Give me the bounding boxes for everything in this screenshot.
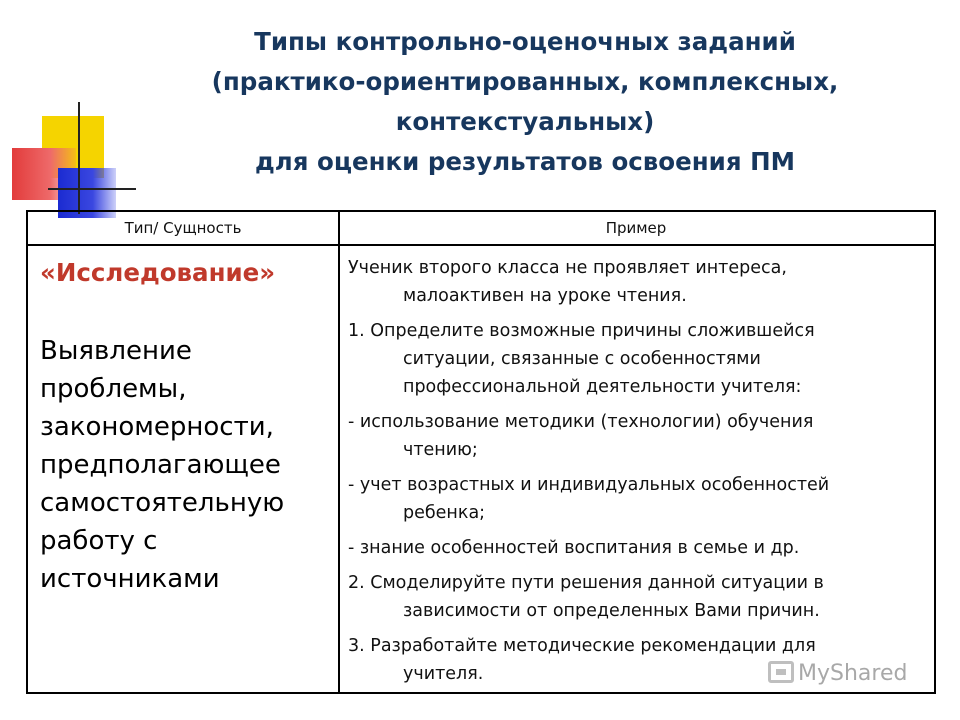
example-line: учителя. xyxy=(403,664,484,684)
description-line: закономерности, xyxy=(40,412,274,442)
example-paragraph xyxy=(348,408,928,464)
description-line: источниками xyxy=(40,564,220,594)
type-heading: «Исследование» xyxy=(40,258,276,287)
description-line: предполагающее xyxy=(40,450,281,480)
example-cell xyxy=(348,254,928,695)
example-line: 3. Разработайте методические рекомендации для xyxy=(348,636,816,656)
example-paragraph xyxy=(348,317,928,401)
watermark xyxy=(768,658,928,690)
description-line: Выявление xyxy=(40,336,192,366)
example-line: чтению; xyxy=(403,440,478,460)
title-line: для оценки результатов освоения ПМ xyxy=(255,147,795,176)
example-paragraph xyxy=(348,569,928,625)
example-line: - использование методики (технологии) обучения xyxy=(348,412,814,432)
description-line: проблемы, xyxy=(40,374,187,404)
example-line: 1. Определите возможные причины сложившейся xyxy=(348,321,815,341)
task-table xyxy=(26,210,936,694)
example-line: 2. Смоделируйте пути решения данной ситуации в xyxy=(348,573,824,593)
type-cell xyxy=(40,256,332,598)
example-line: зависимости от определенных Вами причин. xyxy=(403,601,820,621)
description-line: самостоятельную xyxy=(40,488,285,518)
type-description xyxy=(40,332,332,598)
slide-title xyxy=(120,22,930,182)
example-line: ребенка; xyxy=(403,503,486,523)
example-paragraph xyxy=(348,471,928,527)
example-line: профессиональной деятельности учителя: xyxy=(403,377,802,397)
column-divider xyxy=(338,212,340,692)
watermark-text: MyShared xyxy=(798,661,908,686)
header-example: Пример xyxy=(605,219,667,237)
title-line: (практико-ориентированных, комплексных, xyxy=(211,67,839,96)
example-line: - учет возрастных и индивидуальных особенностей xyxy=(348,475,830,495)
vertical-line xyxy=(78,102,80,214)
example-paragraph xyxy=(348,254,928,310)
example-paragraph xyxy=(348,534,928,562)
header-type: Тип/ Сущность xyxy=(124,219,242,237)
example-line: ситуации, связанные с особенностями xyxy=(403,349,761,369)
description-line: работу с xyxy=(40,526,158,556)
example-line: - знание особенностей воспитания в семье и др. xyxy=(348,538,800,558)
horizontal-line xyxy=(48,188,136,190)
decorative-logo xyxy=(0,100,140,220)
example-line: малоактивен на уроке чтения. xyxy=(403,286,687,306)
table-header xyxy=(28,212,934,246)
watermark-icon xyxy=(768,661,794,683)
title-line: контекстуальных) xyxy=(395,107,655,136)
example-line: Ученик второго класса не проявляет интереса, xyxy=(348,258,787,278)
title-line: Типы контрольно-оценочных заданий xyxy=(254,27,796,56)
